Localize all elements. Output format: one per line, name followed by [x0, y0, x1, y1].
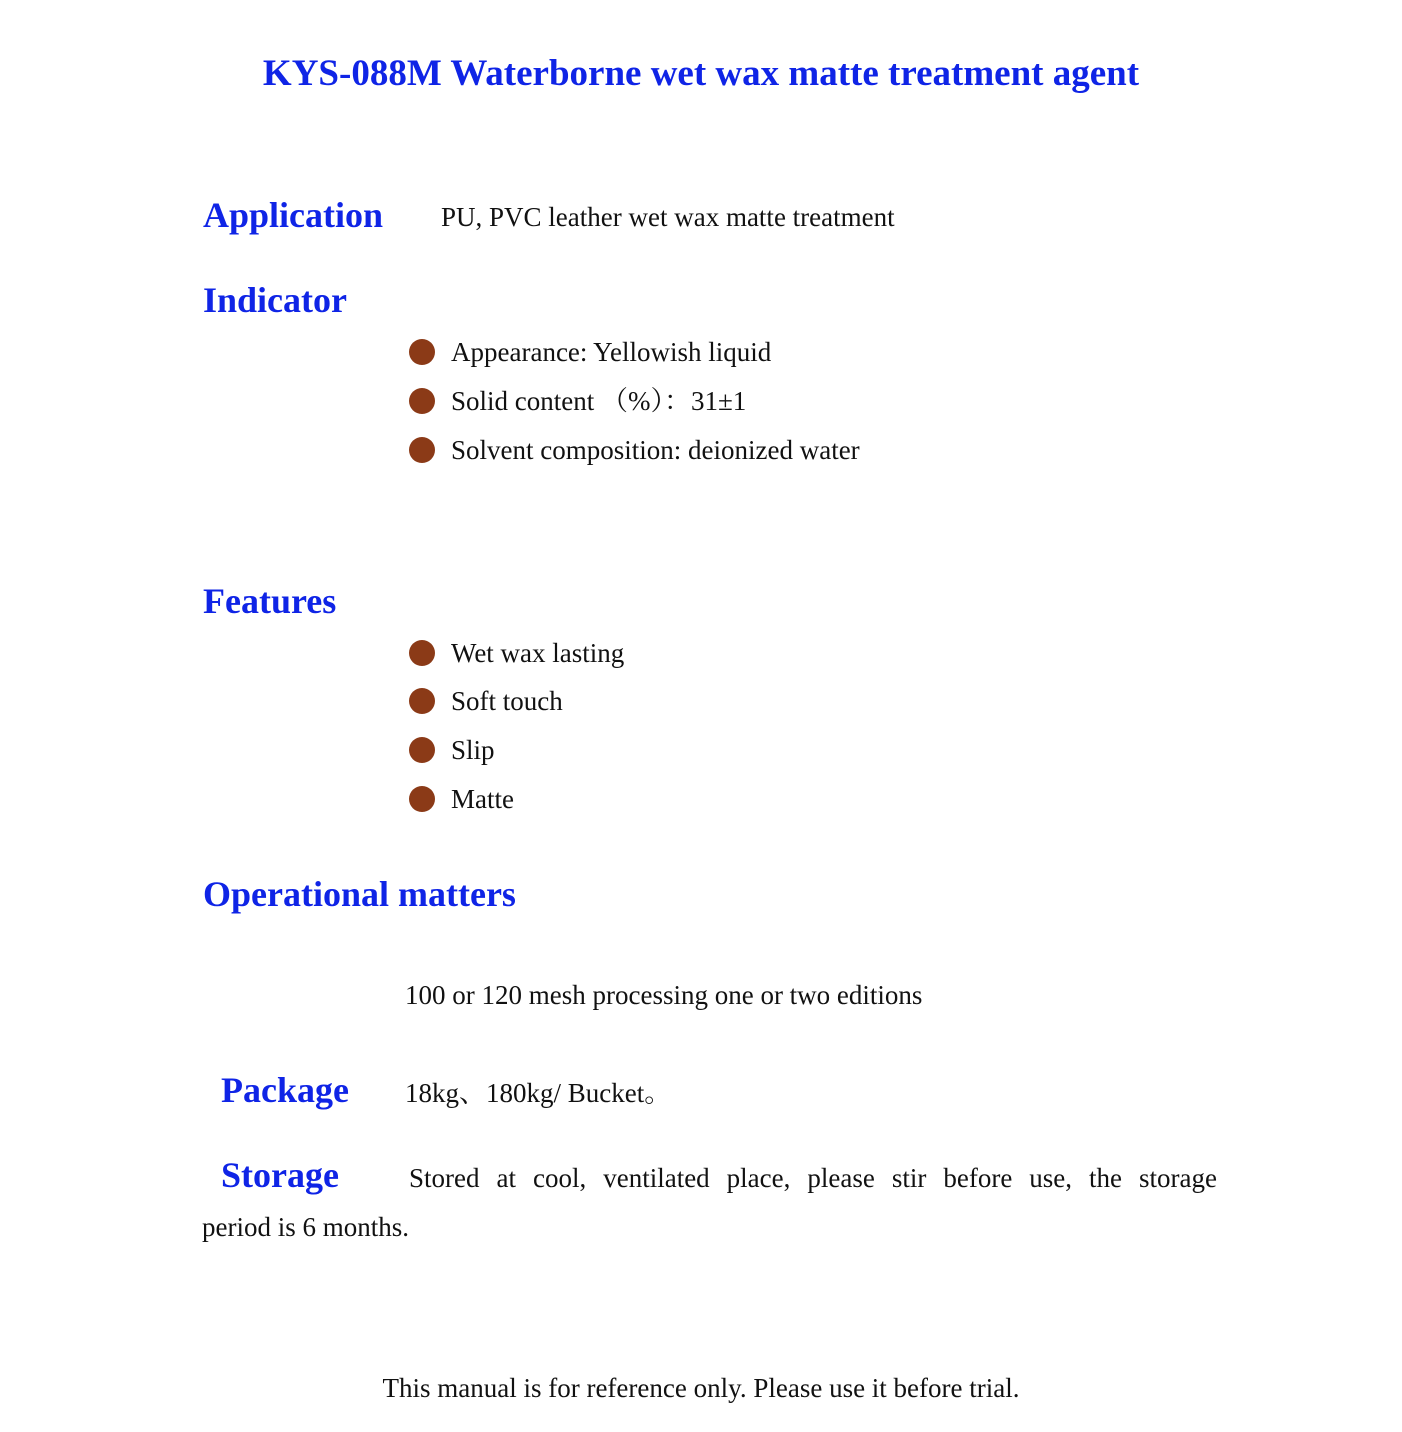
storage-text-line2: period is 6 months. — [202, 1212, 409, 1242]
bullet-dot-icon — [409, 737, 435, 763]
feature-item — [409, 685, 563, 717]
feature-item-text: Slip — [451, 735, 495, 765]
footer-note: This manual is for reference only. Please use it before trial. — [382, 1373, 1020, 1403]
bullet-dot-icon — [409, 786, 435, 812]
indicator-item-text: Solid content （%）：31±1 — [451, 386, 747, 416]
operational-heading: Operational matters — [203, 874, 516, 914]
feature-item — [409, 637, 624, 669]
storage-text-line1: Stored at cool, ventilated place, please stir before use, the storage — [409, 1163, 1217, 1193]
feature-item — [409, 734, 495, 766]
bullet-dot-icon — [409, 437, 435, 463]
feature-item-text: Matte — [451, 784, 514, 814]
feature-item — [409, 783, 514, 815]
storage-heading: Storage — [221, 1155, 339, 1195]
document-title: KYS-088M Waterborne wet wax matte treatment agent — [262, 53, 1140, 94]
indicator-item-text: Solvent composition: deionized water — [451, 435, 860, 465]
indicator-heading: Indicator — [203, 280, 347, 320]
indicator-item — [409, 434, 860, 466]
bullet-dot-icon — [409, 388, 435, 414]
application-heading: Application — [203, 195, 384, 235]
operational-text: 100 or 120 mesh processing one or two editions — [405, 980, 923, 1010]
bullet-dot-icon — [409, 688, 435, 714]
indicator-item — [409, 385, 746, 417]
feature-item-text: Wet wax lasting — [451, 638, 625, 668]
features-heading: Features — [203, 581, 337, 621]
indicator-item — [409, 336, 771, 368]
bullet-dot-icon — [409, 339, 435, 365]
package-text: 18kg、180kg/ Bucket。 — [405, 1078, 672, 1108]
indicator-item-text: Appearance: Yellowish liquid — [451, 337, 772, 367]
bullet-dot-icon — [409, 640, 435, 666]
feature-item-text: Soft touch — [451, 686, 563, 716]
package-heading: Package — [221, 1070, 349, 1110]
application-text: PU, PVC leather wet wax matte treatment — [441, 202, 895, 232]
